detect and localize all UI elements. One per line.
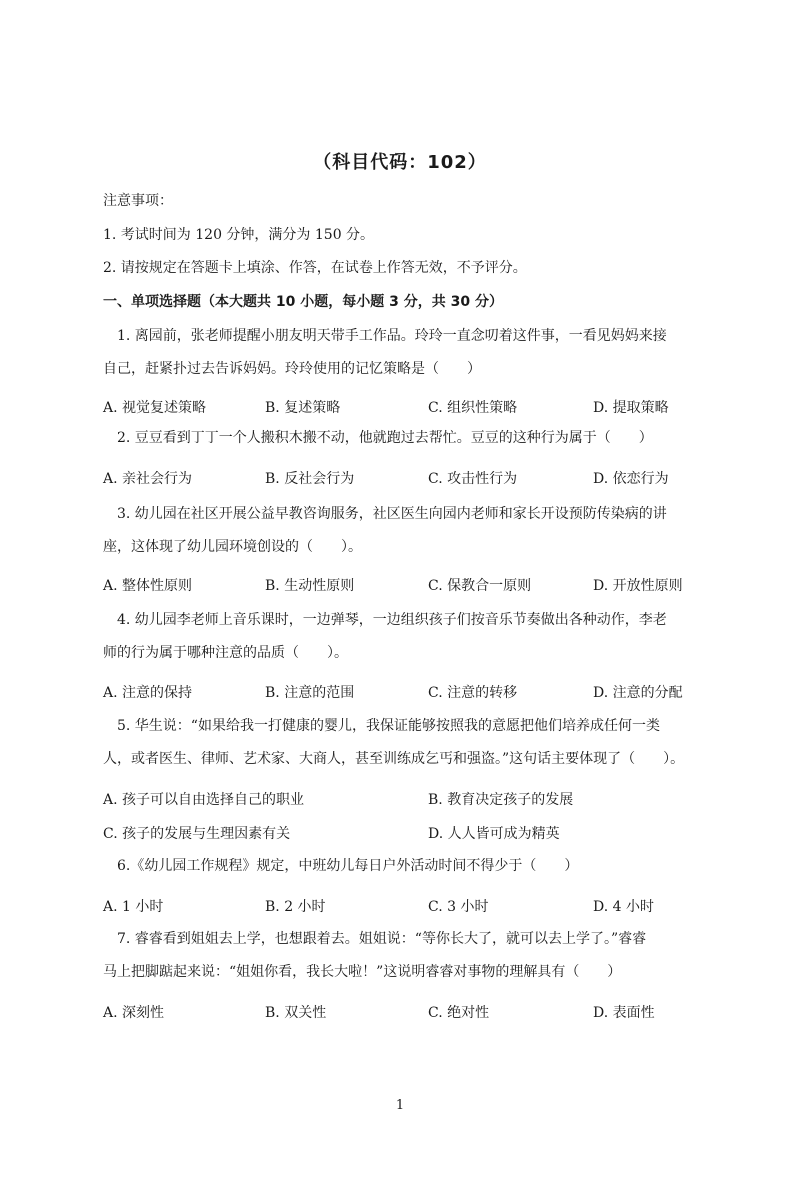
question-1-stem: [103, 320, 713, 386]
question-line: 7. 睿睿看到姐姐去上学，也想跟着去。姐姐说：“等你长大了，就可以去上学了。”睿睿: [117, 931, 647, 947]
option-b: B. 2 小时: [265, 899, 326, 915]
question-line: 3. 幼儿园在社区开展公益早教咨询服务，社区医生向园内老师和家长开设预防传染病的讲: [117, 506, 667, 522]
option-d: D. 注意的分配: [593, 685, 683, 701]
option-c: C. 3 小时: [428, 899, 489, 915]
option-c: C. 保教合一原则: [428, 578, 532, 594]
question-line: 1. 离园前，张老师提醒小朋友明天带手工作品。玲玲一直念叨着这件事，一看见妈妈来接: [117, 328, 667, 344]
question-line: 6.《幼儿园工作规程》规定，中班幼儿每日户外活动时间不得少于（ ）: [117, 858, 579, 874]
page-number: 1: [395, 1098, 405, 1113]
option-a: A. 深刻性: [103, 1005, 165, 1021]
option-d: D. 提取策略: [593, 400, 669, 416]
option-b: B. 双关性: [265, 1005, 327, 1021]
option-b: B. 注意的范围: [265, 685, 355, 701]
option-a: A. 视觉复述策略: [103, 400, 207, 416]
question-3-stem: [103, 498, 713, 564]
option-b: B. 生动性原则: [265, 578, 355, 594]
option-d: D. 人人皆可成为精英: [428, 826, 560, 842]
option-a: A. 1 小时: [103, 899, 164, 915]
option-c: C. 绝对性: [428, 1005, 490, 1021]
option-d: D. 开放性原则: [593, 578, 683, 594]
subject-code-title: （科目代码：102）: [313, 152, 487, 173]
option-d: D. 依恋行为: [593, 471, 669, 487]
option-a: A. 整体性原则: [103, 578, 193, 594]
option-a: A. 亲社会行为: [103, 471, 193, 487]
option-c: C. 组织性策略: [428, 400, 518, 416]
option-c: C. 孩子的发展与生理因素有关: [103, 826, 291, 842]
section-heading: 一、单项选择题（本大题共 10 小题，每小题 3 分，共 30 分）: [103, 294, 503, 310]
option-c: C. 注意的转移: [428, 685, 518, 701]
option-b: B. 反社会行为: [265, 471, 355, 487]
option-c: C. 攻击性行为: [428, 471, 518, 487]
notice-item: 2. 请按规定在答题卡上填涂、作答，在试卷上作答无效，不予评分。: [103, 260, 527, 276]
question-line: 座，这体现了幼儿园环境创设的（ ）。: [103, 539, 362, 555]
question-line: 马上把脚踮起来说：“姐姐你看，我长大啦！”这说明睿睿对事物的理解具有（ ）: [103, 964, 622, 980]
question-line: 师的行为属于哪种注意的品质（ ）。: [103, 645, 348, 661]
notice-heading: 注意事项：: [103, 193, 173, 209]
question-4-stem: [103, 604, 713, 670]
option-a: A. 孩子可以自由选择自己的职业: [103, 792, 305, 808]
option-b: B. 复述策略: [265, 400, 341, 416]
question-5-stem: [103, 710, 713, 776]
question-line: 5. 华生说：“如果给我一打健康的婴儿，我保证能够按照我的意愿把他们培养成任何一类: [117, 718, 660, 734]
question-line: 2. 豆豆看到丁丁一个人搬积木搬不动，他就跑过去帮忙。豆豆的这种行为属于（ ）: [117, 430, 653, 446]
option-b: B. 教育决定孩子的发展: [428, 792, 574, 808]
notice-item: 1. 考试时间为 120 分钟，满分为 150 分。: [103, 227, 375, 243]
option-d: D. 表面性: [593, 1005, 655, 1021]
question-line: 4. 幼儿园李老师上音乐课时，一边弹琴，一边组织孩子们按音乐节奏做出各种动作，李老: [117, 612, 667, 628]
question-line: 自己，赶紧扑过去告诉妈妈。玲玲使用的记忆策略是（ ）: [103, 361, 481, 377]
question-line: 人，或者医生、律师、艺术家、大商人，甚至训练成乞丐和强盗。”这句话主要体现了（ ）。: [103, 751, 685, 767]
question-2-stem: [103, 422, 713, 455]
question-7-stem: [103, 923, 713, 989]
question-6-stem: [103, 850, 713, 883]
option-a: A. 注意的保持: [103, 685, 193, 701]
option-d: D. 4 小时: [593, 899, 654, 915]
